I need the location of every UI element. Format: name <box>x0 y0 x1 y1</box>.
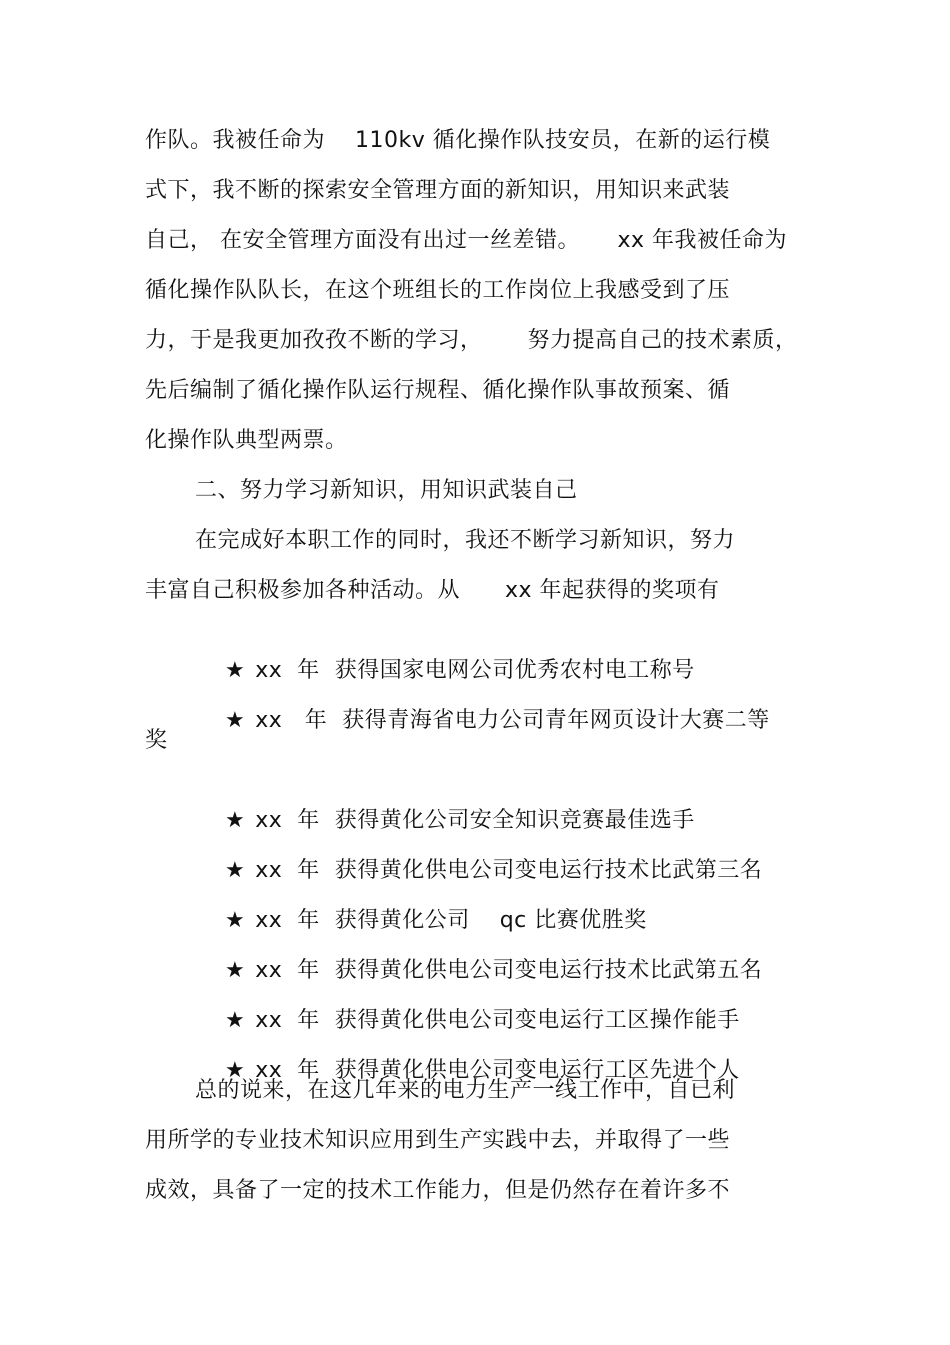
award-text: xx 年 获得黄化公司 qc 比赛优胜奖 <box>255 908 647 933</box>
star-icon: ★ <box>224 958 246 983</box>
star-icon: ★ <box>224 1058 246 1083</box>
star-icon: ★ <box>224 658 246 683</box>
paragraph-line: 化操作队典型两票。 <box>145 428 348 453</box>
award-text: xx 年 获得黄化公司安全知识竞赛最佳选手 <box>255 808 695 833</box>
award-text: xx 年 获得国家电网公司优秀农村电工称号 <box>255 658 695 683</box>
award-text: xx 年 获得青海省电力公司青年网页设计大赛二等 <box>255 708 770 733</box>
star-icon: ★ <box>224 808 246 833</box>
star-icon: ★ <box>224 858 246 883</box>
star-icon: ★ <box>224 1008 246 1033</box>
star-icon: ★ <box>224 708 246 733</box>
star-icon: ★ <box>224 908 246 933</box>
paragraph-line: 先后编制了循化操作队运行规程、循化操作队事故预案、循 <box>145 378 731 403</box>
award-item <box>195 676 770 766</box>
paragraph-line: 式下，我不断的探索安全管理方面的新知识，用知识来武装 <box>145 178 731 203</box>
award-text: xx 年 获得黄化供电公司变电运行工区操作能手 <box>255 1008 740 1033</box>
paragraph-line: 在完成好本职工作的同时，我还不断学习新知识，努力 <box>195 528 736 553</box>
award-text: xx 年 获得黄化供电公司变电运行技术比武第三名 <box>255 858 763 883</box>
award-text: xx 年 获得黄化供电公司变电运行工区先进个人 <box>255 1058 740 1083</box>
paragraph-line: 力，于是我更加孜孜不断的学习， 努力提高自己的技术素质， <box>145 328 798 353</box>
paragraph-line: 作队。我被任命为 110kv 循化操作队技安员，在新的运行模 <box>145 128 771 153</box>
paragraph-line: 成效，具备了一定的技术工作能力，但是仍然存在着许多不 <box>145 1178 731 1203</box>
award-continuation: 奖 <box>145 728 168 753</box>
paragraph-line: 用所学的专业技术知识应用到生产实践中去，并取得了一些 <box>145 1128 731 1153</box>
paragraph-line: 总的说来，在这几年来的电力生产一线工作中，自已利 <box>195 1078 736 1103</box>
award-text: xx 年 获得黄化供电公司变电运行技术比武第五名 <box>255 958 763 983</box>
paragraph-line: 循化操作队队长，在这个班组长的工作岗位上我感受到了压 <box>145 278 731 303</box>
section-heading: 二、努力学习新知识，用知识武装自己 <box>195 478 578 503</box>
paragraph-line: 丰富自己积极参加各种活动。从 xx 年起获得的奖项有 <box>145 578 720 603</box>
paragraph-line: 自己， 在安全管理方面没有出过一丝差错。 xx 年我被任命为 <box>145 228 787 253</box>
